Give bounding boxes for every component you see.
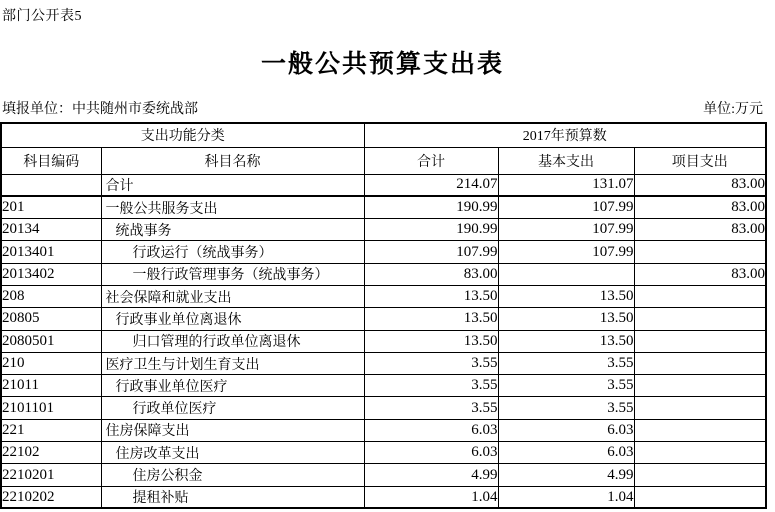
table-row	[1, 397, 766, 419]
name-cell: 住房保障支出	[101, 419, 364, 441]
code-cell: 2210202	[1, 486, 101, 508]
project-cell	[634, 352, 766, 374]
basic-cell: 13.50	[498, 308, 634, 330]
total-cell: 190.99	[364, 219, 498, 241]
code-cell: 208	[1, 285, 101, 307]
project-cell: 83.00	[634, 196, 766, 218]
basic-cell: 4.99	[498, 464, 634, 486]
name-cell: 一般行政管理事务（统战事务）	[101, 263, 364, 285]
basic-cell: 131.07	[498, 174, 634, 196]
header-cols-row	[1, 147, 766, 174]
total-cell: 3.55	[364, 397, 498, 419]
name-cell: 社会保障和就业支出	[101, 285, 364, 307]
total-cell: 3.55	[364, 375, 498, 397]
total-cell: 4.99	[364, 464, 498, 486]
basic-cell: 3.55	[498, 375, 634, 397]
total-cell: 107.99	[364, 241, 498, 263]
table-row	[1, 442, 766, 464]
header-col-code: 科目编码	[1, 147, 101, 174]
name-cell: 行政事业单位离退休	[101, 308, 364, 330]
project-cell	[634, 285, 766, 307]
basic-cell: 107.99	[498, 196, 634, 218]
project-cell	[634, 397, 766, 419]
total-cell: 13.50	[364, 285, 498, 307]
basic-cell: 3.55	[498, 352, 634, 374]
total-cell: 6.03	[364, 442, 498, 464]
project-cell	[634, 308, 766, 330]
name-cell: 提租补贴	[101, 486, 364, 508]
name-cell: 归口管理的行政单位离退休	[101, 330, 364, 352]
table-row	[1, 419, 766, 441]
table-row	[1, 285, 766, 307]
total-cell: 13.50	[364, 330, 498, 352]
budget-table	[0, 122, 767, 509]
name-cell: 行政单位医疗	[101, 397, 364, 419]
header-group-row	[1, 123, 766, 147]
header-col-total: 合计	[364, 147, 498, 174]
basic-cell: 6.03	[498, 419, 634, 441]
basic-cell: 107.99	[498, 219, 634, 241]
unit-note-label: 单位:万元	[703, 102, 763, 117]
table-row	[1, 330, 766, 352]
name-cell: 合计	[101, 174, 364, 196]
basic-cell: 1.04	[498, 486, 634, 508]
code-cell: 2101101	[1, 397, 101, 419]
code-cell: 21011	[1, 375, 101, 397]
name-cell: 住房公积金	[101, 464, 364, 486]
total-cell: 214.07	[364, 174, 498, 196]
table-row	[1, 263, 766, 285]
name-cell: 行政事业单位医疗	[101, 375, 364, 397]
table-row	[1, 196, 766, 218]
basic-cell: 13.50	[498, 285, 634, 307]
name-cell: 一般公共服务支出	[101, 196, 364, 218]
basic-cell	[498, 263, 634, 285]
basic-cell: 13.50	[498, 330, 634, 352]
reporting-unit-label: 填报单位：中共随州市委统战部	[2, 102, 198, 117]
project-cell: 83.00	[634, 174, 766, 196]
code-cell: 221	[1, 419, 101, 441]
table-body	[1, 174, 766, 508]
project-cell: 83.00	[634, 263, 766, 285]
project-cell	[634, 464, 766, 486]
name-cell: 医疗卫生与计划生育支出	[101, 352, 364, 374]
code-cell: 2080501	[1, 330, 101, 352]
code-cell: 22102	[1, 442, 101, 464]
basic-cell: 107.99	[498, 241, 634, 263]
name-cell: 行政运行（统战事务）	[101, 241, 364, 263]
total-cell: 190.99	[364, 196, 498, 218]
table-row	[1, 174, 766, 196]
meta-row	[0, 98, 765, 118]
code-cell: 20134	[1, 219, 101, 241]
total-cell: 83.00	[364, 263, 498, 285]
project-cell	[634, 241, 766, 263]
table-row	[1, 241, 766, 263]
code-cell	[1, 174, 101, 196]
project-cell	[634, 419, 766, 441]
code-cell: 2013402	[1, 263, 101, 285]
total-cell: 3.55	[364, 352, 498, 374]
code-cell: 210	[1, 352, 101, 374]
total-cell: 13.50	[364, 308, 498, 330]
code-cell: 2210201	[1, 464, 101, 486]
header-group-budget-2017: 2017年预算数	[364, 123, 766, 147]
table-row	[1, 308, 766, 330]
total-cell: 1.04	[364, 486, 498, 508]
header-col-project: 项目支出	[634, 147, 766, 174]
code-cell: 201	[1, 196, 101, 218]
page-title: 一般公共预算支出表	[260, 51, 504, 78]
name-cell: 统战事务	[101, 219, 364, 241]
code-cell: 20805	[1, 308, 101, 330]
name-cell: 住房改革支出	[101, 442, 364, 464]
project-cell	[634, 330, 766, 352]
table-row	[1, 486, 766, 508]
doc-label: 部门公开表5	[2, 9, 82, 24]
project-cell	[634, 375, 766, 397]
header-col-name: 科目名称	[101, 147, 364, 174]
header-col-basic: 基本支出	[498, 147, 634, 174]
table-header	[1, 123, 766, 174]
basic-cell: 6.03	[498, 442, 634, 464]
table-row	[1, 375, 766, 397]
total-cell: 6.03	[364, 419, 498, 441]
table-row	[1, 219, 766, 241]
code-cell: 2013401	[1, 241, 101, 263]
project-cell: 83.00	[634, 219, 766, 241]
header-group-function: 支出功能分类	[1, 123, 364, 147]
table-row	[1, 464, 766, 486]
project-cell	[634, 442, 766, 464]
project-cell	[634, 486, 766, 508]
table-row	[1, 352, 766, 374]
basic-cell: 3.55	[498, 397, 634, 419]
